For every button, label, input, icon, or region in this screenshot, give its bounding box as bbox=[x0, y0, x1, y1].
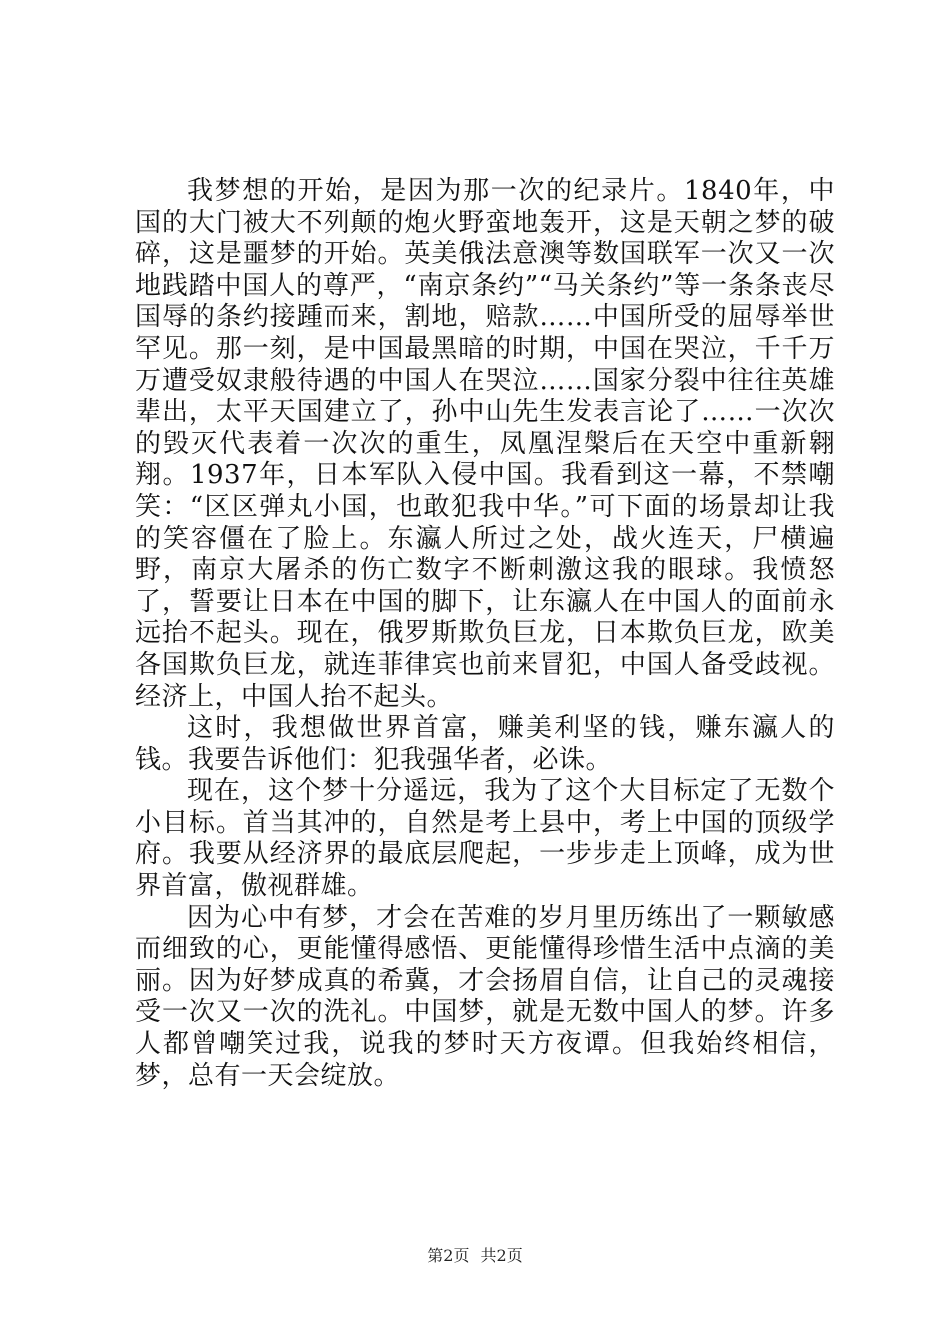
page-footer bbox=[0, 1246, 950, 1266]
page-number-total: 共2页 bbox=[480, 1246, 523, 1265]
paragraph-1: 我梦想的开始，是因为那一次的纪录片。1840年，中国的大门被大不列颠的炮火野蛮地轰开，这是天朝之梦的破碎，这是噩梦的开始。英美俄法意澳等数国联军一次又一次地践踏中国人的尊严，“南京条约”“马关条约”等一条条丧尽国辱的条约接踵而来，割地，赔款……中国所受的屈辱举世罕见。那一刻，是中国最黑暗的时期，中国在哭泣，千千万万遭受奴隶般待遇的中国人在哭泣……国家分裂中往往英雄辈出，太平天国建立了，孙中山先生发表言论了……一次次的毁灭代表着一次次的重生，凤凰涅槃后在天空中重新翱翔。1937年，日本军队入侵中国。我看到这一幕，不禁嘲笑：“区区弹丸小国，也敢犯我中华。”可下面的场景却让我的笑容僵在了脸上。东瀛人所过之处，战火连天，尸横遍野，南京大屠杀的伤亡数字不断刺激这我的眼球。我愤怒了，誓要让日本在中国的脚下，让东瀛人在中国人的面前永远抬不起头。现在，俄罗斯欺负巨龙，日本欺负巨龙，欧美各国欺负巨龙，就连菲律宾也前来冒犯，中国人备受歧视。经济上，中国人抬不起头。 bbox=[135, 176, 835, 712]
paragraph-3: 现在，这个梦十分遥远，我为了这个大目标定了无数个小目标。首当其冲的，自然是考上县中，考上中国的顶级学府。我要从经济界的最底层爬起，一步步走上顶峰，成为世界首富，傲视群雄。 bbox=[135, 776, 835, 902]
paragraph-2: 这时，我想做世界首富，赚美利坚的钱，赚东瀛人的钱。我要告诉他们：犯我强华者，必诛。 bbox=[135, 713, 835, 775]
paragraph-4: 因为心中有梦，才会在苦难的岁月里历练出了一颗敏感而细致的心，更能懂得感悟、更能懂得珍惜生活中点滴的美丽。因为好梦成真的希冀，才会扬眉自信，让自己的灵魂接受一次又一次的洗礼。中国梦，就是无数中国人的梦。许多人都曾嘲笑过我，说我的梦时天方夜谭。但我始终相信，梦，总有一天会绽放。 bbox=[135, 902, 835, 1091]
page-number-current: 第2页 bbox=[427, 1246, 470, 1265]
document-body bbox=[135, 176, 835, 1092]
